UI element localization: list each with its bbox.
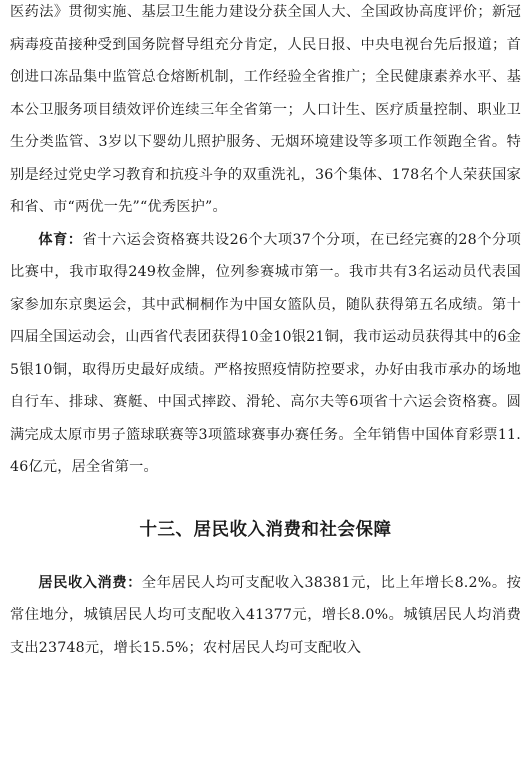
section-heading: 十三、居民收入消费和社会保障 [139, 519, 392, 540]
paragraph-sports [10, 224, 521, 484]
sports-body-text: 省十六运会资格赛共设26个大项37个分项，在已经完赛的28个分项比赛中，我市取得249枚金牌，位列参赛城市第一。我市共有3名运动员代表国家参加东京奥运会，其中武桐桐作为中国女篮队员，随队获得第五名成绩。第十四届全国运动会，山西省代表团获得10金10银21铜，我市运动员获得其中的6金5银10铜，取得历史最好成绩。严格按照疫情防控要求，办好由我市承办的场地自行车、排球、赛艇、中国式摔跤、滑轮、高尔夫等6项省十六运会资格赛。圆满完成太原市男子篮球联赛等3项篮球赛事办赛任务。全年销售中国体育彩票11.46亿元，居全省第一。 [10, 231, 521, 475]
income-body-text: 全年居民人均可支配收入38381元，比上年增长8.2%。按常住地分，城镇居民人均可支配收入41377元，增长8.0%。城镇居民人均消费支出23748元，增长15.5%；农村居民人均可支配收入 [10, 574, 522, 656]
paragraph-health-continued: 医药法》贯彻实施、基层卫生能力建设分获全国人大、全国政协高度评价；新冠病毒疫苗接种受到国务院督导组充分肯定，人民日报、中央电视台先后报道；首创进口冻品集中监管总仓熔断机制，工作经验全省推广；全民健康素养水平、基本公卫服务项目绩效评价连续三年全省第一；人口计生、医疗质量控制、职业卫生分类监管、3岁以下婴幼儿照护服务、无烟环境建设等多项工作领跑全省。特别是经过党史学习教育和抗疫斗争的双重洗礼，36个集体、178名个人荣获国家和省、市“两优一先”“优秀医护”。 [10, 4, 521, 215]
sports-lead-label: 体育： [38, 231, 83, 248]
paragraph-income [10, 567, 521, 665]
income-lead-label: 居民收入消费： [38, 574, 142, 591]
